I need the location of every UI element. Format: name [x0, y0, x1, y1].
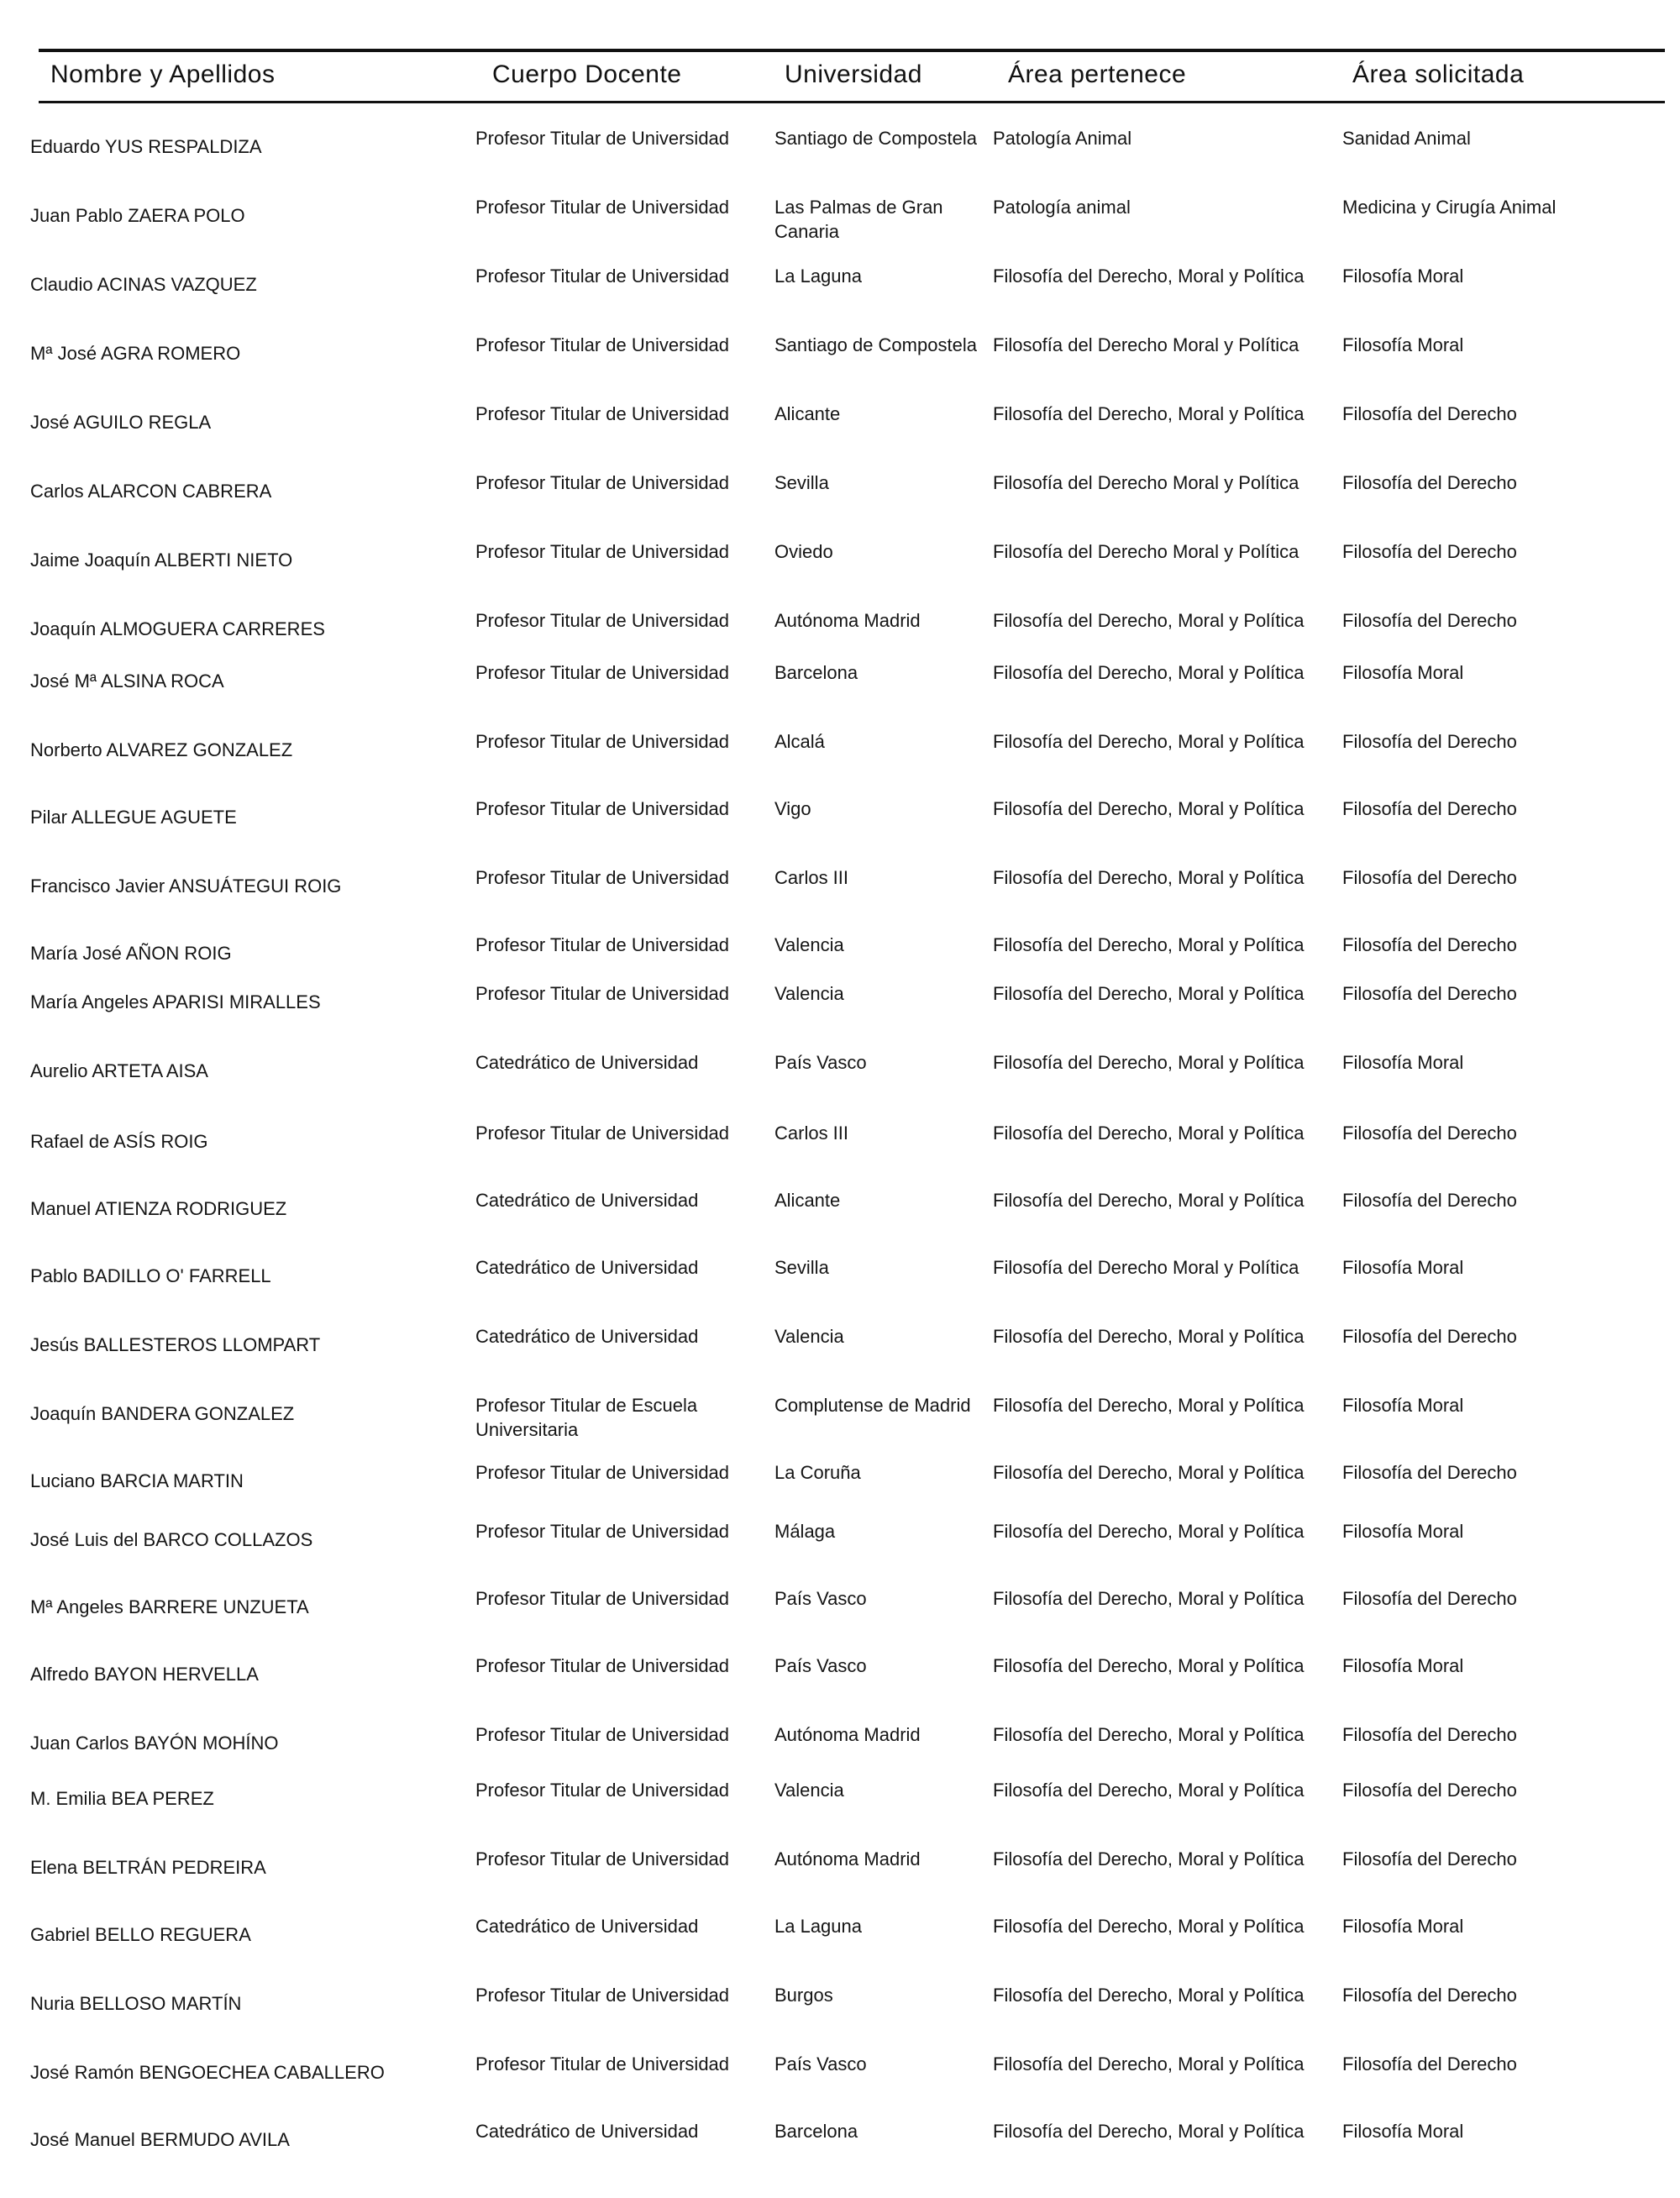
table-row [0, 1654, 1680, 1721]
area-pertenece-cell: Filosofía del Derecho, Moral y Política [993, 266, 1305, 287]
area-pertenece-cell: Filosofía del Derecho, Moral y Política [993, 1780, 1305, 1801]
cuerpo-cell: Profesor Titular de Universidad [475, 541, 730, 562]
cuerpo-cell: Profesor Titular de Universidad [475, 983, 730, 1004]
table-row [0, 333, 1680, 400]
universidad-cell: País Vasco [774, 1655, 867, 1676]
name-cell: Aurelio ARTETA AISA [30, 1060, 208, 1081]
table-row [0, 1847, 1680, 1914]
table-row [0, 471, 1680, 538]
area-solicitada-cell: Filosofía Moral [1342, 1655, 1464, 1676]
name-cell: Juan Carlos BAYÓN MOHÍNO [30, 1733, 279, 1754]
name-cell: M. Emilia BEA PEREZ [30, 1788, 214, 1809]
cuerpo-cell: Profesor Titular de Universidad [475, 128, 730, 149]
area-pertenece-cell: Filosofía del Derecho Moral y Política [993, 541, 1299, 562]
area-pertenece-cell: Filosofía del Derecho, Moral y Política [993, 1123, 1305, 1144]
table-row [0, 1050, 1680, 1117]
universidad-cell: Carlos III [774, 867, 849, 888]
area-solicitada-cell: Filosofía del Derecho [1342, 798, 1517, 819]
universidad-cell: Valencia [774, 934, 844, 955]
area-solicitada-cell: Filosofía del Derecho [1342, 1780, 1517, 1801]
area-pertenece-cell: Filosofía del Derecho, Moral y Política [993, 1985, 1305, 2006]
cuerpo-cell: Catedrático de Universidad [475, 1257, 699, 1278]
name-cell: Pilar ALLEGUE AGUETE [30, 807, 237, 828]
cuerpo-cell: Catedrático de Universidad [475, 1052, 699, 1073]
area-pertenece-cell: Filosofía del Derecho, Moral y Política [993, 1462, 1305, 1483]
universidad-cell: La Laguna [774, 266, 862, 287]
area-solicitada-cell: Filosofía Moral [1342, 266, 1464, 287]
name-cell: María José AÑON ROIG [30, 943, 232, 964]
header-rule [39, 101, 1665, 103]
universidad-cell: Barcelona [774, 2121, 858, 2142]
table-row [0, 2119, 1680, 2186]
table-row [0, 1255, 1680, 1322]
area-pertenece-cell: Filosofía del Derecho, Moral y Política [993, 610, 1305, 631]
name-cell: José Luis del BARCO COLLAZOS [30, 1529, 313, 1550]
cuerpo-cell: Profesor Titular de Universidad [475, 867, 730, 888]
header-cuerpo: Cuerpo Docente [492, 60, 682, 88]
area-solicitada-cell: Filosofía del Derecho [1342, 403, 1517, 424]
cuerpo-cell: Catedrático de Universidad [475, 1190, 699, 1211]
area-pertenece-cell: Filosofía del Derecho Moral y Política [993, 472, 1299, 493]
table-row [0, 2052, 1680, 2119]
cuerpo-cell: Catedrático de Universidad [475, 1916, 699, 1937]
area-pertenece-cell: Filosofía del Derecho, Moral y Política [993, 403, 1305, 424]
name-cell: José Manuel BERMUDO AVILA [30, 2129, 290, 2150]
name-cell: Pablo BADILLO O' FARRELL [30, 1265, 271, 1286]
table-row [0, 729, 1680, 797]
header-universidad: Universidad [785, 60, 922, 88]
name-cell: Elena BELTRÁN PEDREIRA [30, 1857, 266, 1878]
area-pertenece-cell: Filosofía del Derecho, Moral y Política [993, 1326, 1305, 1347]
header-area-pertenece: Área pertenece [1008, 60, 1187, 88]
table-row [0, 981, 1680, 1049]
area-pertenece-cell: Filosofía del Derecho, Moral y Política [993, 1588, 1305, 1609]
name-cell: Rafael de ASÍS ROIG [30, 1131, 208, 1152]
table-row [0, 1519, 1680, 1586]
area-pertenece-cell: Filosofía del Derecho, Moral y Política [993, 934, 1305, 955]
area-solicitada-cell: Sanidad Animal [1342, 128, 1471, 149]
area-solicitada-cell: Filosofía del Derecho [1342, 1462, 1517, 1483]
name-cell: Eduardo YUS RESPALDIZA [30, 136, 262, 157]
name-cell: Norberto ALVAREZ GONZALEZ [30, 739, 293, 760]
universidad-cell: Santiago de Compostela [774, 128, 977, 149]
cuerpo-cell: Catedrático de Universidad [475, 2121, 699, 2142]
area-solicitada-cell: Filosofía del Derecho [1342, 541, 1517, 562]
name-cell: Francisco Javier ANSUÁTEGUI ROIG [30, 876, 342, 897]
area-solicitada-cell: Filosofía Moral [1342, 1916, 1464, 1937]
cuerpo-cell: Profesor Titular de Universidad [475, 798, 730, 819]
name-cell: Mª José AGRA ROMERO [30, 343, 241, 364]
area-pertenece-cell: Filosofía del Derecho, Moral y Política [993, 867, 1305, 888]
area-pertenece-cell: Filosofía del Derecho, Moral y Política [993, 1521, 1305, 1542]
name-cell: Claudio ACINAS VAZQUEZ [30, 274, 257, 295]
cuerpo-cell: Profesor Titular de Universidad [475, 1588, 730, 1609]
universidad-cell: La Coruña [774, 1462, 861, 1483]
universidad-cell: País Vasco [774, 2053, 867, 2074]
area-solicitada-cell: Filosofía del Derecho [1342, 1588, 1517, 1609]
area-solicitada-cell: Filosofía Moral [1342, 1257, 1464, 1278]
universidad-cell: Sevilla [774, 1257, 829, 1278]
top-rule [39, 49, 1665, 52]
header-nombre: Nombre y Apellidos [50, 60, 276, 88]
table-row [0, 1393, 1680, 1460]
area-solicitada-cell: Filosofía del Derecho [1342, 983, 1517, 1004]
name-cell: Luciano BARCIA MARTIN [30, 1470, 244, 1491]
cuerpo-cell: Profesor Titular de Universidad [475, 1724, 730, 1745]
name-cell: Juan Pablo ZAERA POLO [30, 205, 245, 226]
name-cell: Joaquín ALMOGUERA CARRERES [30, 618, 325, 639]
area-pertenece-cell: Filosofía del Derecho, Moral y Política [993, 1724, 1305, 1745]
area-pertenece-cell: Filosofía del Derecho, Moral y Política [993, 1916, 1305, 1937]
table-row [0, 195, 1680, 262]
universidad-cell: Málaga [774, 1521, 836, 1542]
name-cell: Manuel ATIENZA RODRIGUEZ [30, 1198, 287, 1219]
area-pertenece-cell: Filosofía del Derecho, Moral y Política [993, 983, 1305, 1004]
area-pertenece-cell: Filosofía del Derecho Moral y Política [993, 334, 1299, 355]
area-pertenece-cell: Patología Animal [993, 128, 1132, 149]
table-row [0, 402, 1680, 469]
area-pertenece-cell: Filosofía del Derecho, Moral y Política [993, 1848, 1305, 1869]
area-pertenece-cell: Filosofía del Derecho, Moral y Política [993, 731, 1305, 752]
universidad-cell: Autónoma Madrid [774, 610, 921, 631]
table-row [0, 1324, 1680, 1391]
area-solicitada-cell: Filosofía del Derecho [1342, 472, 1517, 493]
table-row [0, 660, 1680, 728]
universidad-cell: Carlos III [774, 1123, 849, 1144]
universidad-cell: Sevilla [774, 472, 829, 493]
table-row [0, 264, 1680, 331]
table-row [0, 797, 1680, 864]
area-solicitada-cell: Filosofía Moral [1342, 662, 1464, 683]
area-solicitada-cell: Filosofía del Derecho [1342, 934, 1517, 955]
name-cell: Gabriel BELLO REGUERA [30, 1924, 251, 1945]
table-row [0, 539, 1680, 607]
table-row [0, 1983, 1680, 2050]
table-row [0, 1586, 1680, 1654]
name-cell: José AGUILO REGLA [30, 412, 212, 433]
universidad-cell: Complutense de Madrid [774, 1395, 971, 1416]
name-cell: Carlos ALARCON CABRERA [30, 481, 272, 502]
area-solicitada-cell: Filosofía del Derecho [1342, 1985, 1517, 2006]
name-cell: Jaime Joaquín ALBERTI NIETO [30, 550, 293, 571]
cuerpo-cell: Profesor Titular de Universidad [475, 403, 730, 424]
cuerpo-cell: Profesor Titular de Universidad [475, 1780, 730, 1801]
cuerpo-cell: Profesor Titular de Universidad [475, 1655, 730, 1676]
name-cell: María Angeles APARISI MIRALLES [30, 991, 321, 1012]
cuerpo-cell: Profesor Titular de Universidad [475, 266, 730, 287]
area-pertenece-cell: Patología animal [993, 197, 1131, 218]
universidad-cell: Barcelona [774, 662, 858, 683]
area-pertenece-cell: Filosofía del Derecho, Moral y Política [993, 662, 1305, 683]
cuerpo-cell: Profesor Titular de Universidad [475, 197, 730, 218]
cuerpo-cell: Profesor Titular de Universidad [475, 731, 730, 752]
area-pertenece-cell: Filosofía del Derecho, Moral y Política [993, 1190, 1305, 1211]
cuerpo-cell: Catedrático de Universidad [475, 1326, 699, 1347]
cuerpo-cell: Profesor Titular de Universidad [475, 1521, 730, 1542]
universidad-cell: Santiago de Compostela [774, 334, 977, 355]
universidad-cell: Oviedo [774, 541, 833, 562]
area-pertenece-cell: Filosofía del Derecho, Moral y Política [993, 1395, 1305, 1416]
header-area-solicitada: Área solicitada [1352, 60, 1525, 88]
area-solicitada-cell: Filosofía del Derecho [1342, 1848, 1517, 1869]
area-solicitada-cell: Filosofía del Derecho [1342, 1190, 1517, 1211]
universidad-cell: Valencia [774, 1326, 844, 1347]
name-cell: José Mª ALSINA ROCA [30, 670, 224, 691]
name-cell: Jesús BALLESTEROS LLOMPART [30, 1334, 321, 1355]
area-pertenece-cell: Filosofía del Derecho, Moral y Política [993, 1655, 1305, 1676]
area-pertenece-cell: Filosofía del Derecho, Moral y Política [993, 2053, 1305, 2074]
universidad-cell: Las Palmas de Gran Canaria [774, 197, 943, 242]
cuerpo-cell: Profesor Titular de Universidad [475, 472, 730, 493]
table-row [0, 1188, 1680, 1255]
area-solicitada-cell: Filosofía del Derecho [1342, 1326, 1517, 1347]
table-row [0, 1778, 1680, 1845]
cuerpo-cell: Profesor Titular de Universidad [475, 934, 730, 955]
area-solicitada-cell: Filosofía del Derecho [1342, 867, 1517, 888]
universidad-cell: Vigo [774, 798, 811, 819]
universidad-cell: La Laguna [774, 1916, 862, 1937]
table-row [0, 865, 1680, 933]
universidad-cell: Burgos [774, 1985, 833, 2006]
area-solicitada-cell: Filosofía Moral [1342, 2121, 1464, 2142]
area-solicitada-cell: Filosofía del Derecho [1342, 1123, 1517, 1144]
universidad-cell: Autónoma Madrid [774, 1724, 921, 1745]
name-cell: José Ramón BENGOECHEA CABALLERO [30, 2062, 385, 2083]
name-cell: Alfredo BAYON HERVELLA [30, 1664, 259, 1685]
table-row [0, 1914, 1680, 1981]
universidad-cell: Alcalá [774, 731, 825, 752]
area-solicitada-cell: Filosofía del Derecho [1342, 731, 1517, 752]
cuerpo-cell: Profesor Titular de Universidad [475, 1985, 730, 2006]
cuerpo-cell: Profesor Titular de Universidad [475, 1848, 730, 1869]
table-row [0, 126, 1680, 193]
name-cell: Joaquín BANDERA GONZALEZ [30, 1403, 295, 1424]
cuerpo-cell: Profesor Titular de Universidad [475, 610, 730, 631]
area-solicitada-cell: Filosofía del Derecho [1342, 610, 1517, 631]
universidad-cell: Alicante [774, 1190, 841, 1211]
cuerpo-cell: Profesor Titular de Universidad [475, 1123, 730, 1144]
area-solicitada-cell: Medicina y Cirugía Animal [1342, 197, 1557, 218]
cuerpo-cell: Profesor Titular de Universidad [475, 2053, 730, 2074]
name-cell: Mª Angeles BARRERE UNZUETA [30, 1596, 309, 1617]
area-solicitada-cell: Filosofía Moral [1342, 334, 1464, 355]
universidad-cell: Autónoma Madrid [774, 1848, 921, 1869]
area-pertenece-cell: Filosofía del Derecho Moral y Política [993, 1257, 1299, 1278]
area-pertenece-cell: Filosofía del Derecho, Moral y Política [993, 798, 1305, 819]
universidad-cell: País Vasco [774, 1588, 867, 1609]
cuerpo-cell: Profesor Titular de Escuela Universitaria [475, 1395, 698, 1440]
cuerpo-cell: Profesor Titular de Universidad [475, 334, 730, 355]
area-solicitada-cell: Filosofía del Derecho [1342, 2053, 1517, 2074]
area-solicitada-cell: Filosofía Moral [1342, 1521, 1464, 1542]
cuerpo-cell: Profesor Titular de Universidad [475, 1462, 730, 1483]
area-pertenece-cell: Filosofía del Derecho, Moral y Política [993, 1052, 1305, 1073]
table-row [0, 1460, 1680, 1528]
universidad-cell: Valencia [774, 1780, 844, 1801]
area-solicitada-cell: Filosofía del Derecho [1342, 1724, 1517, 1745]
universidad-cell: Alicante [774, 403, 841, 424]
area-solicitada-cell: Filosofía Moral [1342, 1052, 1464, 1073]
table-row [0, 1121, 1680, 1188]
area-pertenece-cell: Filosofía del Derecho, Moral y Política [993, 2121, 1305, 2142]
name-cell: Nuria BELLOSO MARTÍN [30, 1993, 242, 2014]
universidad-cell: Valencia [774, 983, 844, 1004]
area-solicitada-cell: Filosofía Moral [1342, 1395, 1464, 1416]
universidad-cell: País Vasco [774, 1052, 867, 1073]
cuerpo-cell: Profesor Titular de Universidad [475, 662, 730, 683]
